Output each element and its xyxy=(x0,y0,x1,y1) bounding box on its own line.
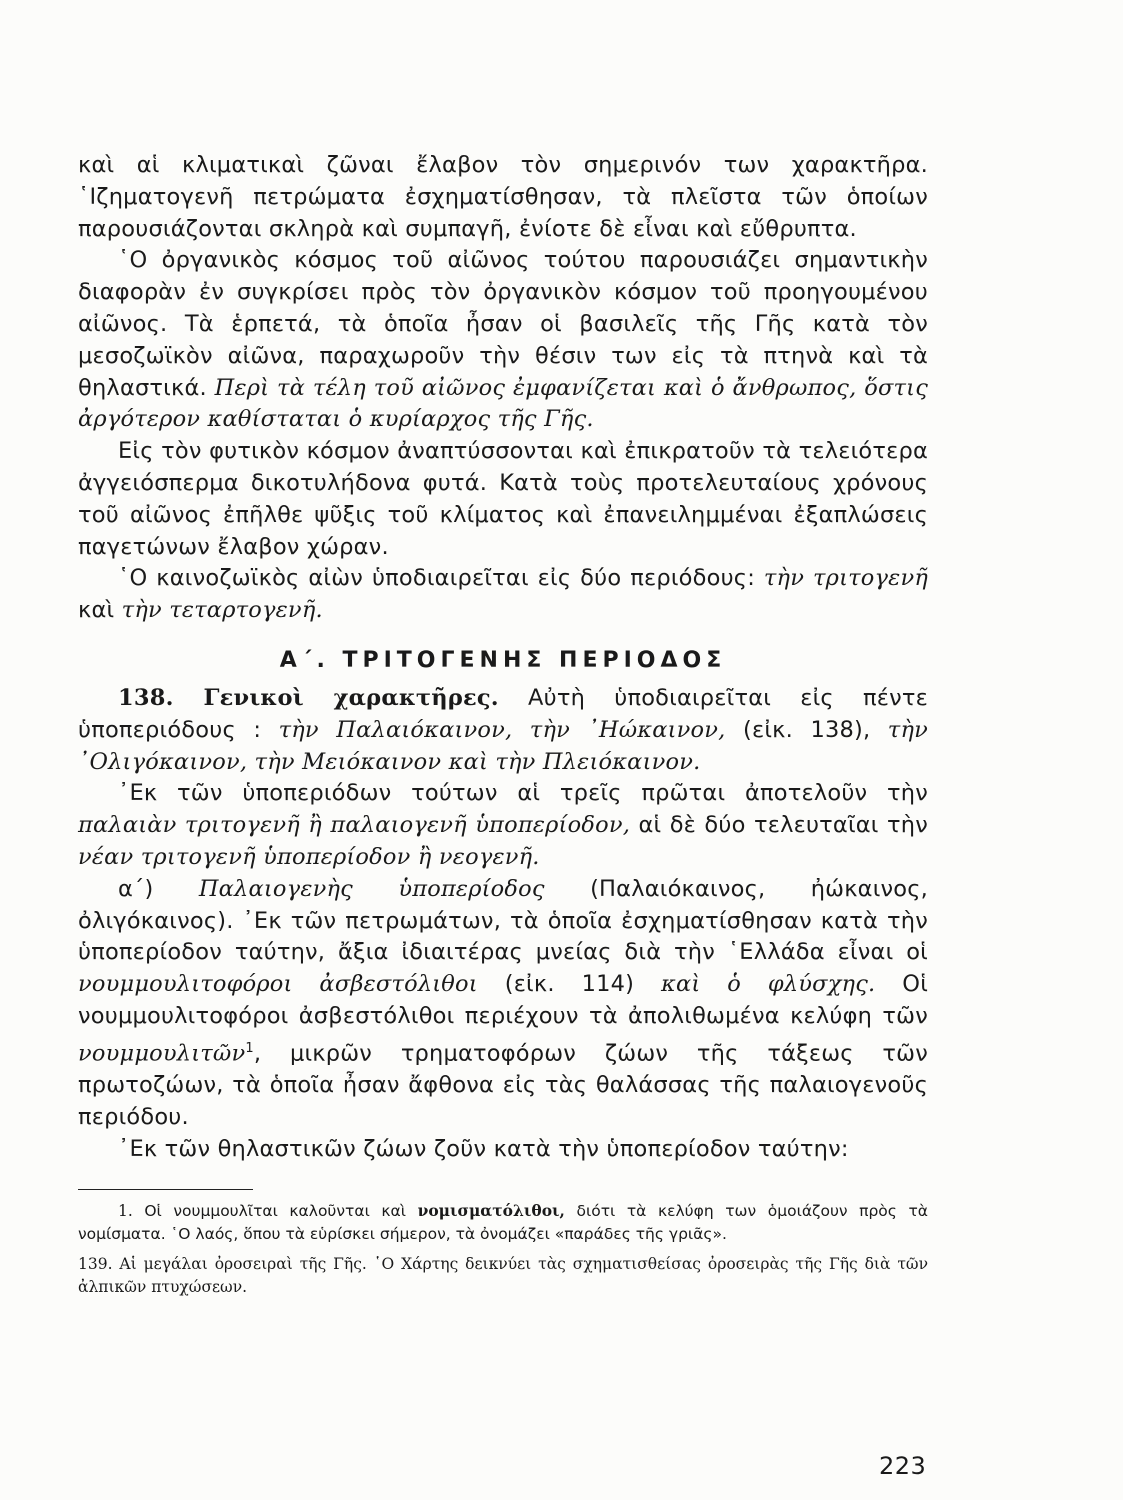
subperiods-text-1: ᾿Εκ τῶν ὑποπεριόδων τούτων αἱ τρεῖς πρῶται ἀποτελοῦν τὴν xyxy=(118,780,928,807)
caption-text: ῾Ο Χάρτης δεικνύει τὰς σχηματισθείσας ὀροσειρὰς τῆς Γῆς διὰ τῶν ἀλπικῶν πτυχώσεων. xyxy=(78,1255,928,1296)
cenozoic-tertiary: τὴν τριτογενῆ xyxy=(763,565,929,592)
caption-title: Αἱ μεγάλαι ὀροσειραὶ τῆς Γῆς. xyxy=(112,1255,367,1274)
paleogene-italic-1: νουμμουλιτοφόροι ἀσβεστόλιθοι xyxy=(78,971,478,998)
paragraph-organic-world-text: ῾Ο ὀργανικὸς κόσμος τοῦ αἰῶνος τούτου παρουσιάζει σημαντικὴν διαφορὰν ἐν συγκρίσει πρὸς τὸν ὀργανικὸν κόσμον τοῦ προηγουμένου αἰῶνος. Τὰ ἑρπετά, τὰ ὁποῖα ἦσαν οἱ βασιλεῖς τῆς Γῆς κατὰ τὸν μεσοζωϊκὸν αἰῶνα, παραχωροῦν τὴν θέσιν των εἰς τὰ πτηνὰ καὶ τὰ θηλαστικά. xyxy=(78,247,928,401)
figure-caption xyxy=(78,1253,928,1298)
subperiods-italic-1: παλαιὰν τριτογενῆ ἢ παλαιογενῆ ὑποπερίοδον, xyxy=(78,812,631,839)
footnote-number: 1. xyxy=(118,1202,133,1221)
paragraph-organic-world xyxy=(78,245,928,436)
paragraph-plant-world: Εἰς τὸν φυτικὸν κόσμον ἀναπτύσσονται καὶ ἐπικρατοῦν τὰ τελειότερα ἀγγειόσπερμα δικοτυλήδονα φυτά. Κατὰ τοὺς προτελευταίους χρόνους τοῦ αἰῶνος ἐπῆλθε ψῦξις τοῦ κλίματος καὶ ἐπανειλημμέναι ἐξαπλώσεις παγετώνων ἔλαβον χώραν. xyxy=(78,438,928,560)
subperiods-italic-2: νέαν τριτογενῆ ὑποπερίοδον ἢ νεογενῆ. xyxy=(78,843,540,870)
footnote-text-2: διότι τὰ κελύφη των ὁμοιάζουν πρὸς τὰ νομίσματα. ῾Ο λαός, ὅπου τὰ εὑρίσκει σήμερον, τὰ ὀνομάζει «παράδες τῆς γριᾶς». xyxy=(78,1202,928,1243)
subperiods-text-2: αἱ δὲ δύο τελευταῖαι τὴν xyxy=(630,812,928,839)
footnote-text-1: Οἱ νουμμουλῖται καλοῦνται καὶ xyxy=(132,1202,418,1221)
caption-number: 139. xyxy=(78,1255,113,1274)
cenozoic-quaternary: τὴν τεταρτογενῆ. xyxy=(121,597,323,624)
page-number: 223 xyxy=(879,1452,927,1480)
paragraph-cenozoic-division xyxy=(78,563,928,627)
footnote-divider xyxy=(78,1189,253,1190)
cenozoic-text: ῾Ο καινοζωϊκὸς αἰὼν ὑποδιαιρεῖται εἰς δύο περιόδους: xyxy=(118,565,764,592)
paragraph-climate: καὶ αἱ κλιματικαὶ ζῶναι ἔλαβον τὸν σημερινόν των χαρακτῆρα. ῾Ιζηματογενῆ πετρώματα ἐσχηματίσθησαν, τὰ πλεῖστα τῶν ὁποίων παρουσιάζονται σκληρὰ καὶ συμπαγῆ, ἐνίοτε δὲ εἶναι καὶ εὔθρυπτα. xyxy=(78,152,928,242)
section-number-title: 138. Γενικοὶ χαρακτῆρες. xyxy=(118,684,499,711)
paleogene-text-3: , μικρῶν τρηματοφόρων ζώων τῆς τάξεως τῶν πρωτοζώων, τὰ ὁποῖα ἦσαν ἄφθονα εἰς τὰς θαλάσσας τῆς παλαιογενοῦς περιόδου. xyxy=(78,1040,928,1130)
paleogene-italic-3: νουμμουλιτῶν xyxy=(78,1040,246,1067)
general-characters-italic-2: τὴν ᾿Ολιγόκαινον, τὴν Μειόκαινον καὶ τὴν Πλειόκαινον. xyxy=(78,716,929,775)
footnote-1 xyxy=(78,1200,928,1245)
general-characters-text: Αὐτὴ ὑποδιαιρεῖται εἰς πέντε ὑποπεριόδους : xyxy=(78,684,929,743)
cenozoic-and: καὶ xyxy=(78,597,122,624)
general-characters-figref: (εἰκ. 138), xyxy=(725,716,888,743)
footnote-marker: 1 xyxy=(245,1040,254,1056)
paleogene-text-1: (Παλαιόκαινος, ἠώκαινος, ὀλιγόκαινος). ᾿Εκ τῶν πετρωμάτων, τὰ ὁποῖα ἐσχηματίσθησαν κατὰ τὴν ὑποπερίοδον ταύτην, ἄξια ἰδιαιτέρας μνείας διὰ τὴν ῾Ελλάδα εἶναι οἱ xyxy=(78,875,928,966)
paragraph-paleogene xyxy=(78,874,928,1134)
footnote-bold: νομισματόλιθοι, xyxy=(417,1201,565,1221)
paleogene-figref: (εἰκ. 114) xyxy=(477,971,661,998)
paragraph-subperiods xyxy=(78,778,928,873)
paragraph-mammals: ᾿Εκ τῶν θηλαστικῶν ζώων ζοῦν κατὰ τὴν ὑποπερίοδον ταύτην: xyxy=(118,1135,849,1162)
paleogene-italic-2: καὶ ὁ φλύσχης. xyxy=(660,971,876,998)
paleogene-text-2: Οἱ νουμμουλιτοφόροι ἀσβεστόλιθοι περιέχουν τὰ ἀπολιθωμένα κελύφη τῶν xyxy=(78,971,929,1029)
paleogene-label: α΄) xyxy=(118,875,199,902)
general-characters-italic-1: τὴν Παλαιόκαινον, τὴν ᾿Ηώκαινον, xyxy=(278,716,726,743)
page-body xyxy=(78,150,928,1450)
paragraph-general-characters xyxy=(78,683,928,778)
paragraph-organic-world-italic: Περὶ τὰ τέλη τοῦ αἰῶνος ἐμφανίζεται καὶ ὁ ἄνθρωπος, ὅστις ἀργότερον καθίσταται ὁ κυρίαρχος τῆς Γῆς. xyxy=(78,374,928,433)
paleogene-title: Παλαιογενὴς ὑποπερίοδος xyxy=(198,875,545,902)
section-heading: Α΄. ΤΡΙΤΟΓΕΝΗΣ ΠΕΡΙΟΔΟΣ xyxy=(279,647,727,673)
